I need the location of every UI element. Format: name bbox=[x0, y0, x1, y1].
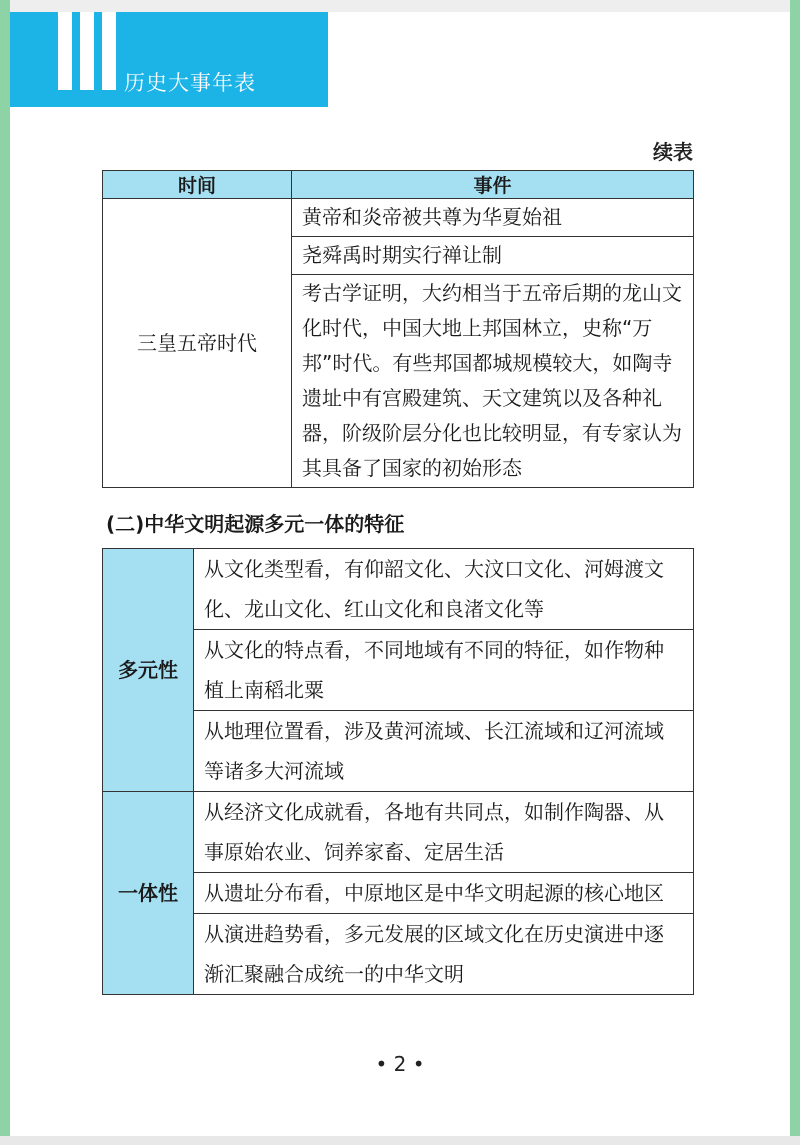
category-diversity: 多元性 bbox=[103, 549, 194, 792]
event-cell: 黄帝和炎帝被共尊为华夏始祖 bbox=[292, 199, 694, 237]
header-time: 时间 bbox=[103, 171, 292, 199]
feature-cell: 从经济文化成就看，各地有共同点，如制作陶器、从事原始农业、饲养家畜、定居生活 bbox=[194, 792, 694, 873]
table-row bbox=[103, 199, 694, 237]
event-cell: 考古学证明，大约相当于五帝后期的龙山文化时代，中国大地上邦国林立，史称“万邦”时代。有些邦国都城规模较大，如陶寺遗址中有宫殿建筑、天文建筑以及各种礼器，阶级阶层分化也比较明显，有专家认为其具备了国家的初始形态 bbox=[292, 275, 694, 488]
features-table bbox=[102, 548, 694, 995]
top-strip bbox=[10, 0, 790, 12]
header-title: 历史大事年表 bbox=[124, 71, 256, 95]
page bbox=[10, 0, 790, 1136]
event-cell: 尧舜禹时期实行禅让制 bbox=[292, 237, 694, 275]
continued-label: 续表 bbox=[653, 140, 693, 164]
feature-cell: 从遗址分布看，中原地区是中华文明起源的核心地区 bbox=[194, 873, 694, 914]
header-decor-bar bbox=[58, 12, 72, 90]
table-header-row bbox=[103, 171, 694, 199]
feature-cell: 从地理位置看，涉及黄河流域、长江流域和辽河流域等诸多大河流域 bbox=[194, 711, 694, 792]
feature-cell: 从演进趋势看，多元发展的区域文化在历史演进中逐渐汇聚融合成统一的中华文明 bbox=[194, 914, 694, 995]
feature-cell: 从文化类型看，有仰韶文化、大汶口文化、河姆渡文化、龙山文化、红山文化和良渚文化等 bbox=[194, 549, 694, 630]
table-row bbox=[103, 792, 694, 873]
table-row bbox=[103, 549, 694, 630]
period-cell: 三皇五帝时代 bbox=[103, 199, 292, 488]
header-event: 事件 bbox=[292, 171, 694, 199]
bottom-strip bbox=[0, 1136, 800, 1145]
category-unity: 一体性 bbox=[103, 792, 194, 995]
feature-cell: 从文化的特点看，不同地域有不同的特征，如作物种植上南稻北粟 bbox=[194, 630, 694, 711]
header-band bbox=[10, 12, 328, 107]
header-decor-bar bbox=[102, 12, 116, 90]
page-number: • 2 • bbox=[375, 1052, 425, 1076]
section-title: (二)中华文明起源多元一体的特征 bbox=[106, 512, 405, 536]
chronology-table bbox=[102, 170, 694, 488]
header-decor-bar bbox=[80, 12, 94, 90]
